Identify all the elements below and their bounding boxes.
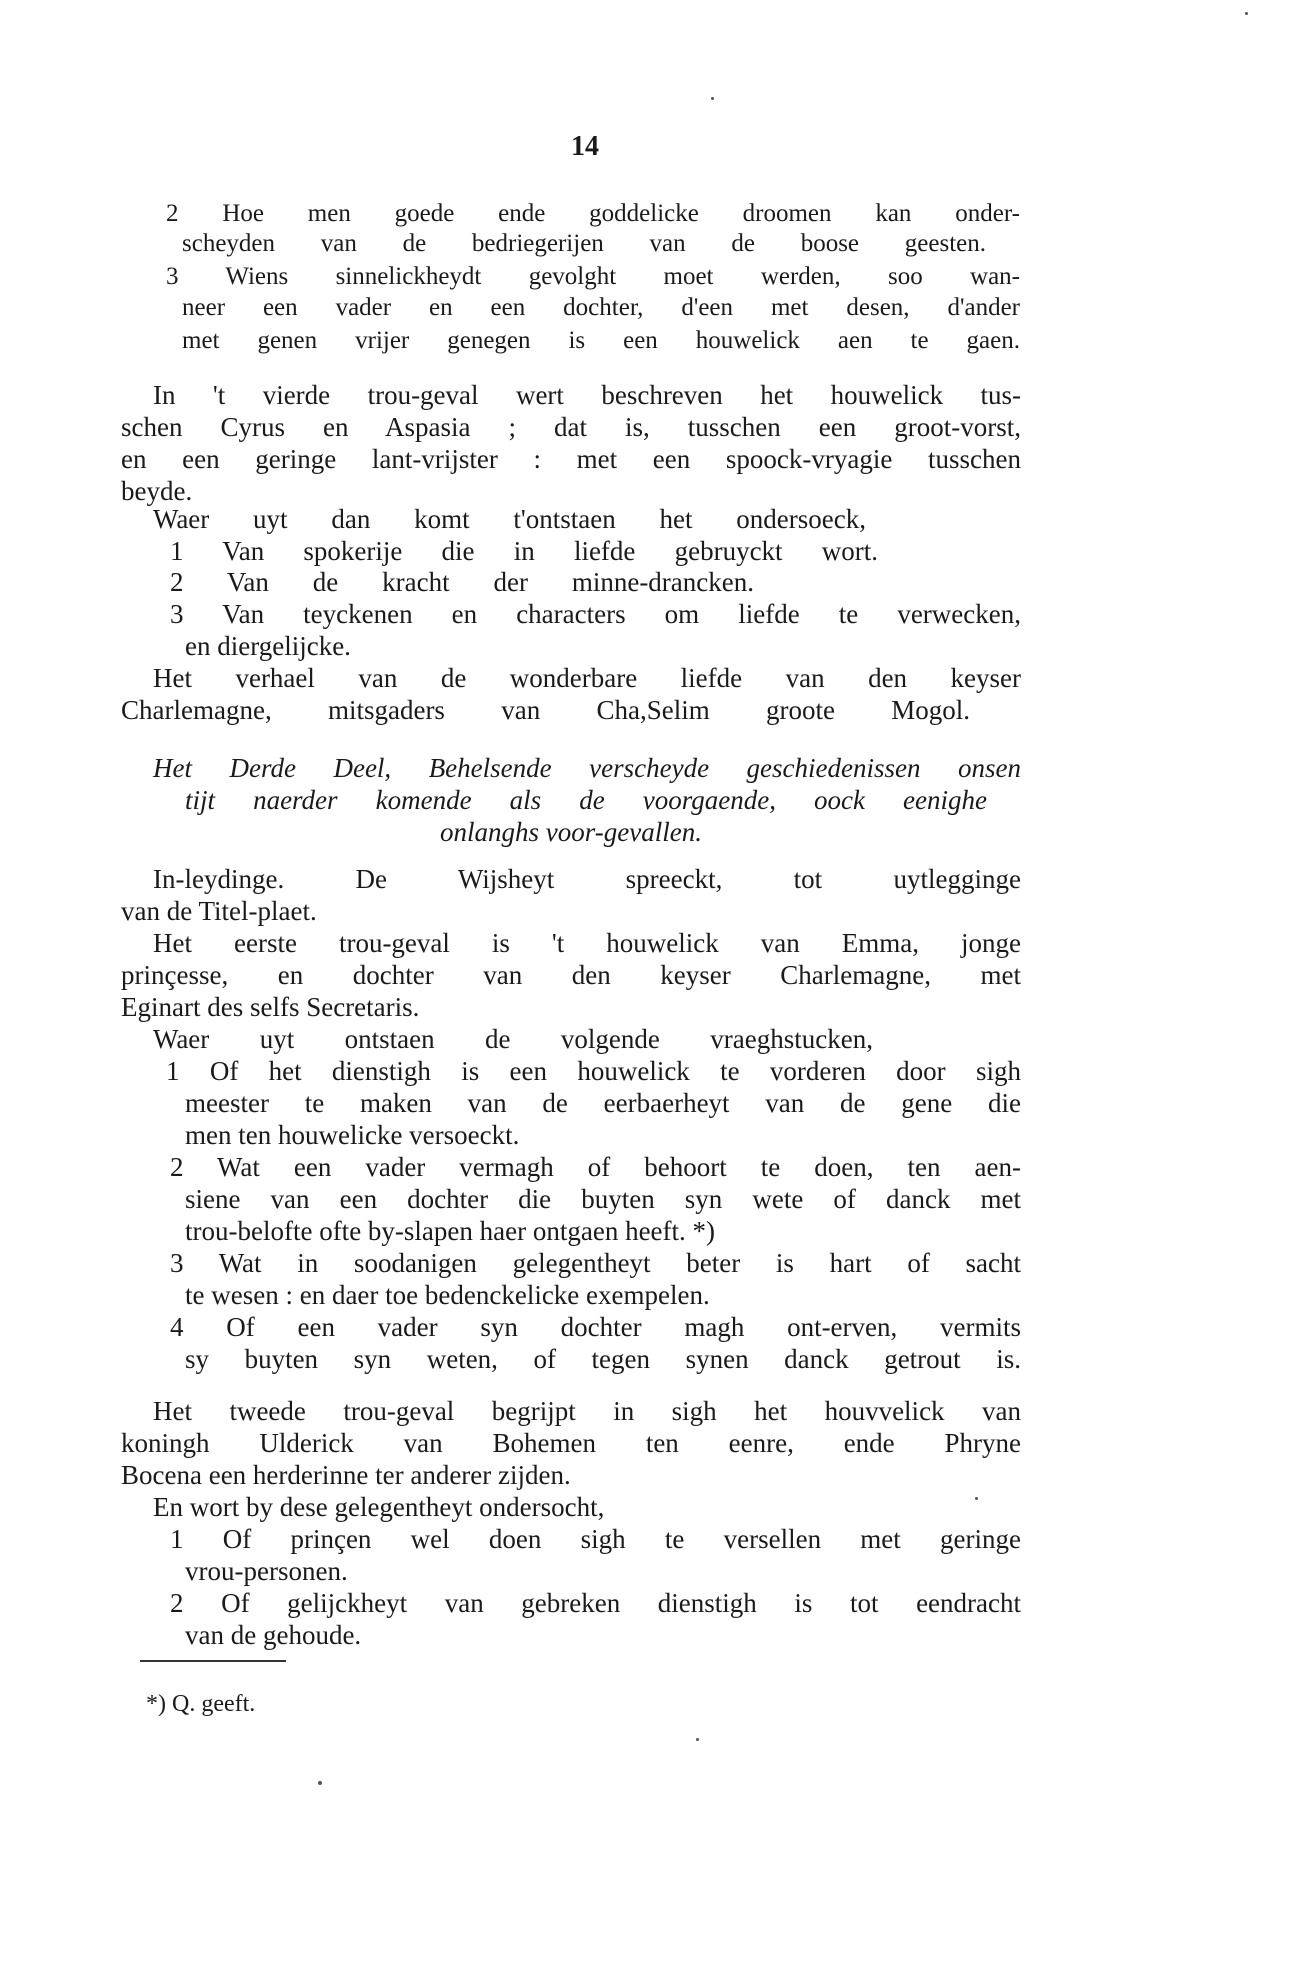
text-line: 2 Van de kracht der minne-drancken. bbox=[170, 567, 754, 597]
text-line: En wort by dese gelegentheyt ondersocht, bbox=[153, 1492, 605, 1522]
scan-speck bbox=[975, 1497, 978, 1500]
text-line: 3 Wiens sinnelickheydt gevolght moet werden, soo wan- bbox=[166, 263, 1020, 290]
text-line: In-leydinge. De Wijsheyt spreeckt, tot uytlegginge bbox=[153, 864, 1021, 894]
page-number: 14 bbox=[571, 131, 599, 162]
text-line: trou-belofte ofte by-slapen haer ontgaen heeft. *) bbox=[185, 1216, 716, 1246]
text-line: schen Cyrus en Aspasia ; dat is, tusschen een groot-vorst, bbox=[121, 412, 1021, 442]
text-line: van de gehoude. bbox=[185, 1620, 362, 1650]
text-line: men ten houwelicke versoeckt. bbox=[185, 1120, 520, 1150]
text-line: neer een vader en een dochter, d'een met desen, d'ander bbox=[182, 294, 1020, 321]
text-line: 1 Of prinçen wel doen sigh te versellen met geringe bbox=[170, 1524, 1021, 1554]
text-line: 4 Of een vader syn dochter magh ont-erven, vermits bbox=[170, 1312, 1021, 1342]
text-line: scheyden van de bedriegerijen van de boose geesten. bbox=[182, 230, 986, 257]
text-line: 1 Van spokerije die in liefde gebruyckt wort. bbox=[170, 536, 878, 566]
text-line: sy buyten syn weten, of tegen synen danck getrout is. bbox=[185, 1344, 1021, 1374]
footnote-rule bbox=[140, 1660, 286, 1662]
text-line: Het verhael van de wonderbare liefde van den keyser bbox=[153, 663, 1021, 693]
section-heading: Het Derde Deel, Behelsende verscheyde geschiedenissen onsen bbox=[153, 753, 1021, 783]
scan-speck bbox=[696, 1738, 699, 1741]
section-heading: tijt naerder komende als de voorgaende, oock eenighe bbox=[185, 785, 987, 815]
text-line: 1 Of het dienstigh is een houwelick te vorderen door sigh bbox=[166, 1056, 1021, 1086]
text-line: en diergelijcke. bbox=[185, 631, 351, 661]
text-line: en een geringe lant-vrijster : met een spoock-vryagie tusschen bbox=[121, 444, 1021, 474]
scan-speck bbox=[711, 97, 714, 100]
scan-speck bbox=[318, 1781, 322, 1785]
text-line: Waer uyt dan komt t'ontstaen het ondersoeck, bbox=[153, 504, 866, 534]
text-line: Waer uyt ontstaen de volgende vraeghstucken, bbox=[153, 1024, 873, 1054]
text-line: met genen vrijer genegen is een houwelick aen te gaen. bbox=[182, 327, 1020, 354]
text-line: In 't vierde trou-geval wert beschreven het houwelick tus- bbox=[153, 380, 1021, 410]
text-line: Het eerste trou-geval is 't houwelick van Emma, jonge bbox=[153, 928, 1021, 958]
section-heading: onlanghs voor-gevallen. bbox=[440, 817, 702, 847]
text-line: 2 Of gelijckheyt van gebreken dienstigh is tot eendracht bbox=[170, 1588, 1021, 1618]
text-line: van de Titel-plaet. bbox=[121, 896, 317, 926]
text-line: vrou-personen. bbox=[185, 1556, 348, 1586]
text-line: prinçesse, en dochter van den keyser Charlemagne, met bbox=[121, 960, 1021, 990]
text-line: te wesen : en daer toe bedenckelicke exempelen. bbox=[185, 1280, 710, 1310]
footnote: *) Q. geeft. bbox=[146, 1691, 256, 1717]
text-line: beyde. bbox=[121, 476, 193, 506]
text-line: siene van een dochter die buyten syn wete of danck met bbox=[185, 1184, 1021, 1214]
text-line: Bocena een herderinne ter anderer zijden. bbox=[121, 1460, 571, 1490]
scan-speck bbox=[1245, 12, 1248, 15]
text-line: 2 Wat een vader vermagh of behoort te doen, ten aen- bbox=[170, 1152, 1021, 1182]
text-line: 3 Van teyckenen en characters om liefde te verwecken, bbox=[170, 599, 1021, 629]
text-line: 3 Wat in soodanigen gelegentheyt beter is hart of sacht bbox=[170, 1248, 1021, 1278]
text-line: koningh Ulderick van Bohemen ten eenre, ende Phryne bbox=[121, 1428, 1021, 1458]
text-line: Eginart des selfs Secretaris. bbox=[121, 992, 420, 1022]
text-line: 2 Hoe men goede ende goddelicke droomen kan onder- bbox=[166, 200, 1020, 227]
text-line: Charlemagne, mitsgaders van Cha,Selim groote Mogol. bbox=[121, 695, 970, 725]
text-line: Het tweede trou-geval begrijpt in sigh het houvvelick van bbox=[153, 1396, 1021, 1426]
text-line: meester te maken van de eerbaerheyt van de gene die bbox=[185, 1088, 1021, 1118]
